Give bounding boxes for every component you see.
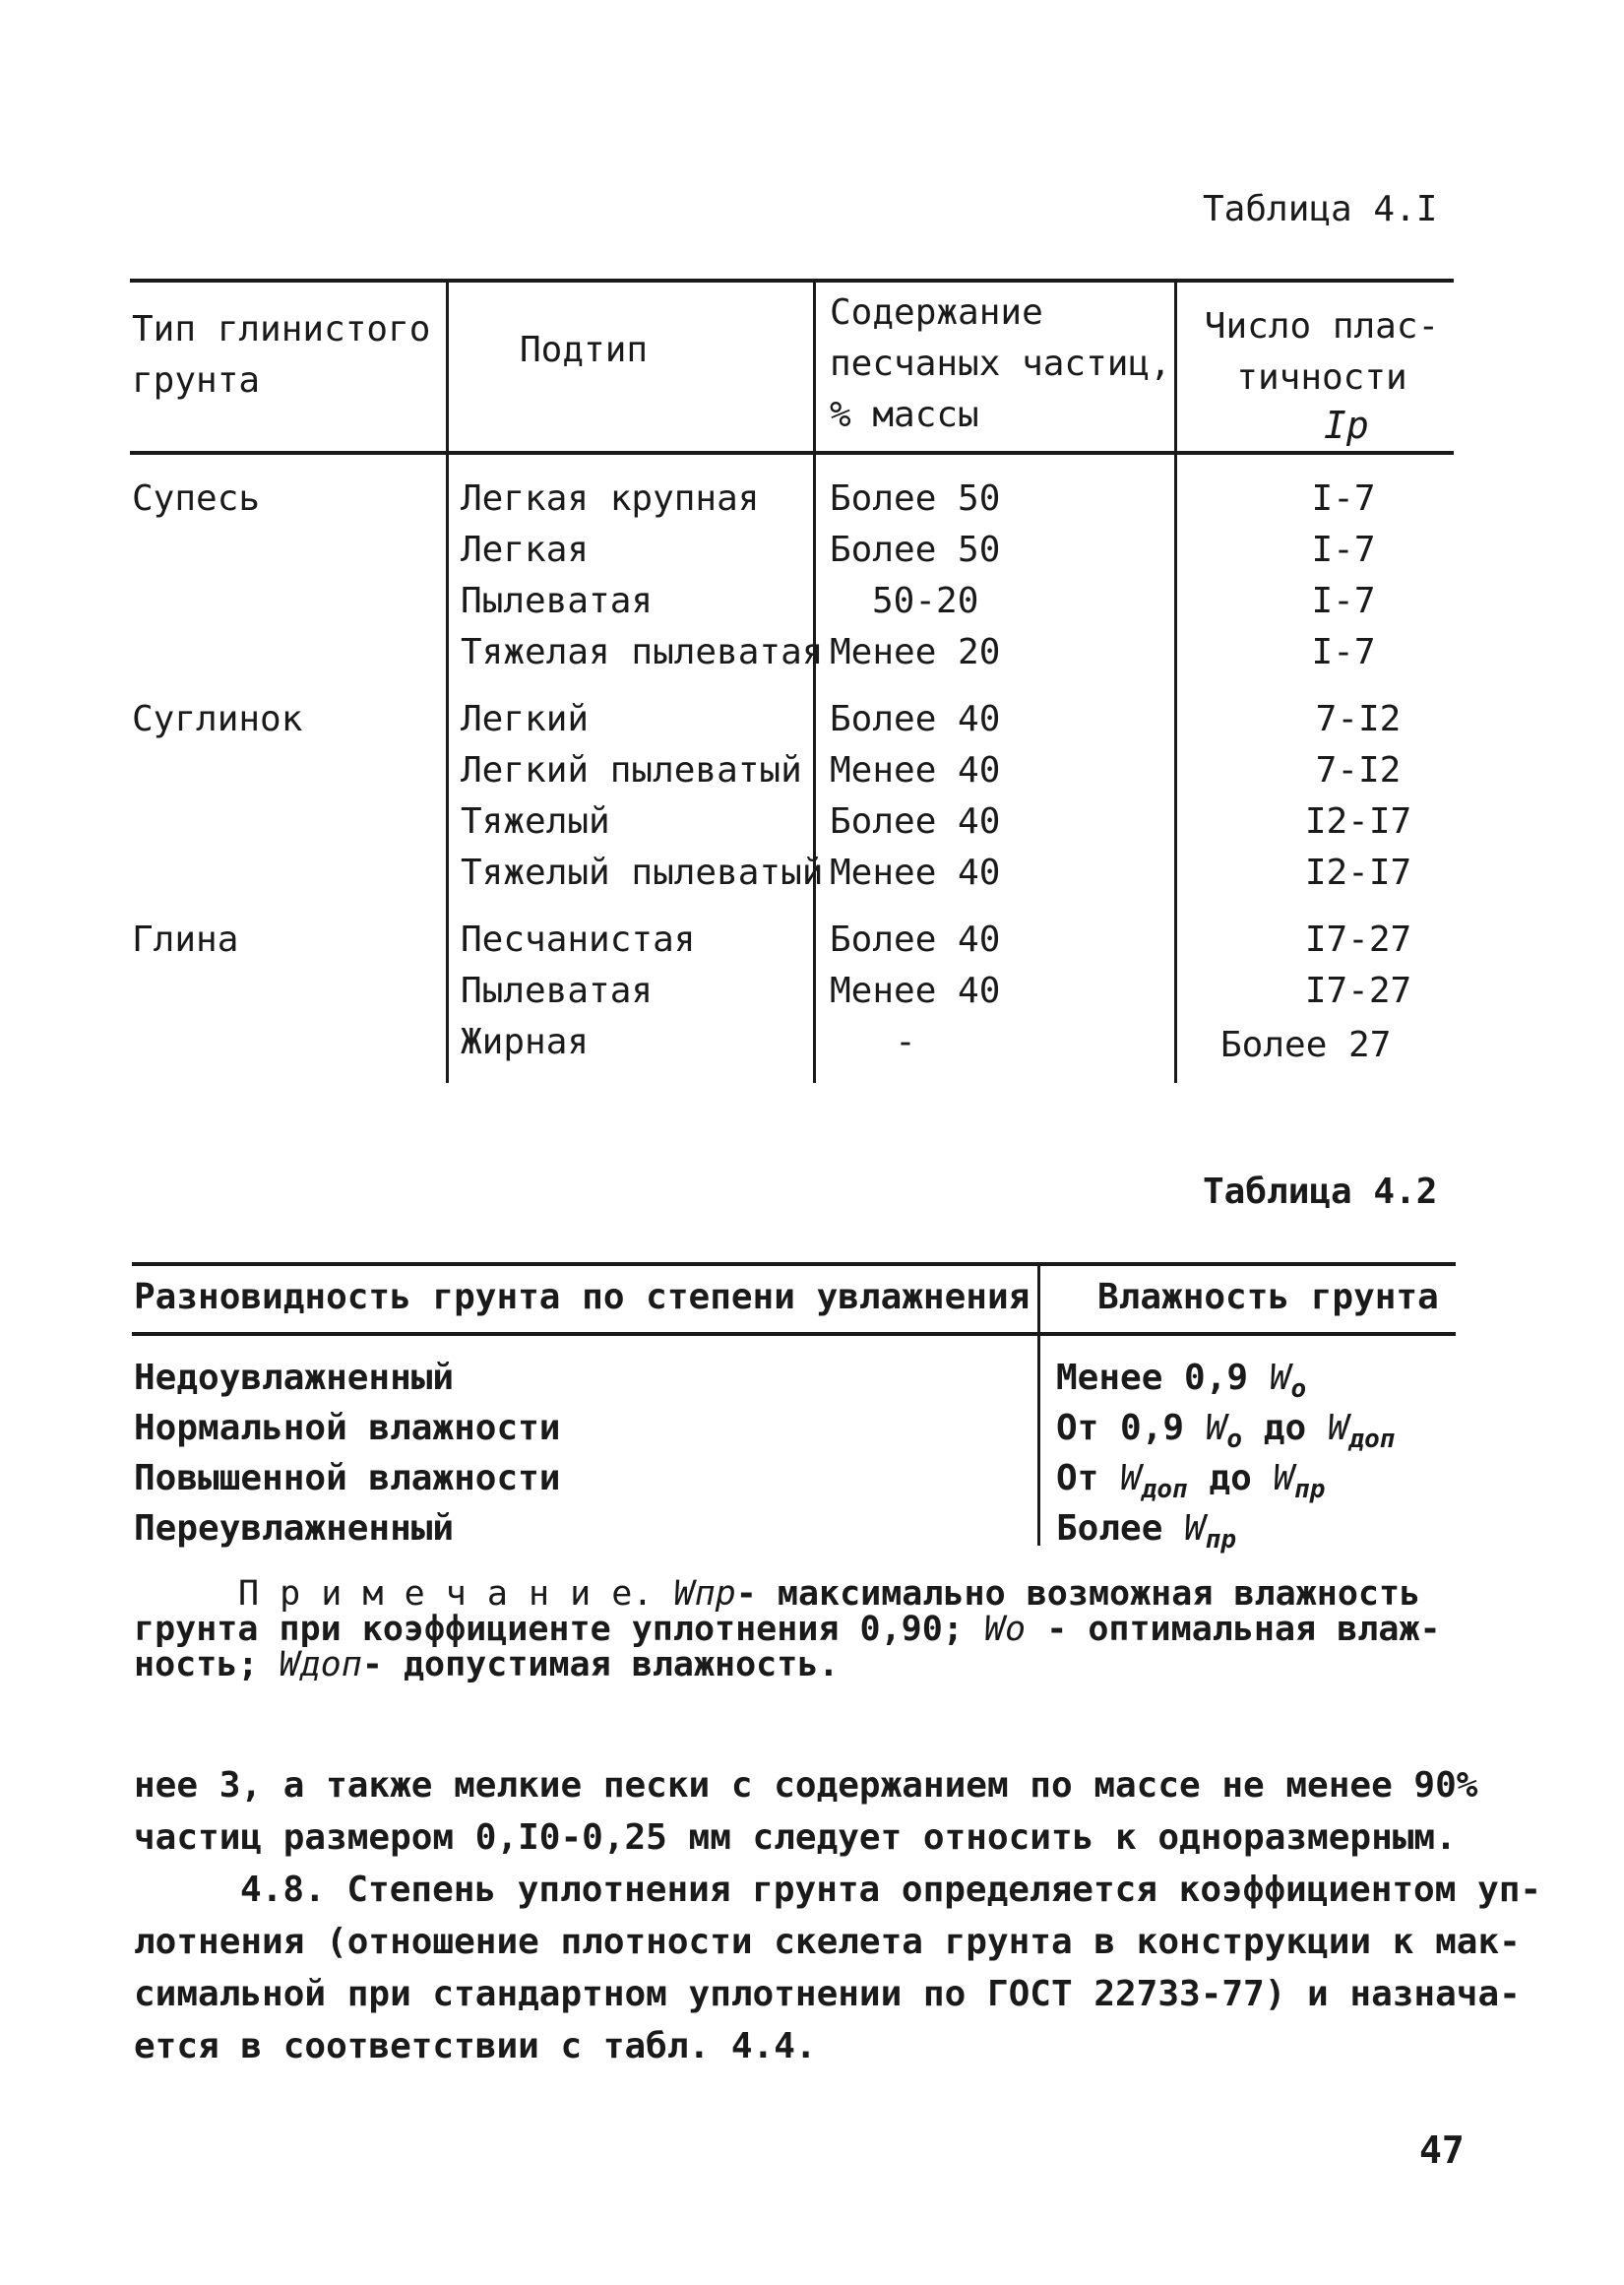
table1-col-divider-2 [813,281,816,1083]
table-row-plasticity: I-7 [1311,632,1376,672]
body-line: ется в соответствии с табл. 4.4. [134,2026,817,2066]
table1-col-divider-1 [446,281,449,1083]
table2-caption: Таблица 4.2 [1203,1172,1438,1212]
table-row-kind: Повышенной влажности [134,1458,561,1498]
soil-type-supes: Супесь [132,478,261,519]
table2-header-rule [132,1332,1456,1336]
body-line: лотнения (отношение плотности скелета грунта в конструкции к мак- [134,1922,1521,1962]
table-row-plasticity: I-7 [1311,530,1376,570]
table-row-moisture: От 0,9 $W_о$ до $W_{доп}$ [1056,1408,1396,1454]
table-row-plasticity: I7-27 [1304,971,1412,1011]
table-row-sand: - [895,1022,916,1062]
table-row-kind: Переувлажненный [134,1508,455,1549]
table2-header-moisture: Влажность грунта [1097,1277,1439,1317]
table-row-moisture: Более $W_{пр}$ [1056,1508,1237,1555]
table-row-subtype: Пылеватая [461,971,654,1011]
table-row-plasticity: Более 27 [1220,1025,1392,1065]
table-row-moisture: Менее 0,9 $W_о$ [1056,1358,1307,1404]
table1-header-rule [130,451,1454,455]
body-line: нее 3, а также мелкие пески с содержанием по массе не менее 90% [134,1765,1478,1806]
table1-header-sand-content: Содержание песчаных частиц, % массы [830,292,1171,435]
table2-top-rule [132,1262,1456,1266]
table2-header-kind: Разновидность грунта по степени увлажнения [134,1277,1031,1317]
table-row-plasticity: I7-27 [1304,920,1412,960]
table-row-sand: Более 40 [830,920,1001,960]
table-row-subtype: Тяжелый [461,801,610,842]
table-row-subtype: Легкая крупная [461,478,760,519]
table-row-sand: Менее 40 [830,750,1001,791]
table-row-sand: Более 40 [830,801,1001,842]
table-row-sand: Более 40 [830,699,1001,739]
table-row-plasticity: I-7 [1311,581,1376,621]
table-row-sand: Менее 20 [830,632,1001,672]
table1-caption: Таблица 4.I [1203,189,1438,229]
table-row-plasticity: I2-I7 [1304,853,1412,893]
table1-header-plasticity: Число плас- тичности [1204,306,1440,398]
table-row-plasticity: I2-I7 [1304,801,1412,842]
table-row-kind: Недоувлажненный [134,1358,455,1398]
soil-type-glina: Глина [132,920,239,960]
plasticity-symbol: Ір [1324,404,1369,447]
table1-header-subtype: Подтип [520,330,649,370]
table-row-sand: Менее 40 [830,853,1001,893]
soil-type-suglinok: Суглинок [132,699,303,739]
table-row-subtype: Пылеватая [461,581,654,621]
table-row-sand: Менее 40 [830,971,1001,1011]
table-row-subtype: Жирная [461,1022,590,1062]
body-line: частиц размером 0,I0-0,25 мм следует относить к одноразмерным. [134,1817,1457,1858]
table-row-subtype: Тяжелая пылеватая [461,632,824,672]
note-line-2: грунта при коэффициенте уплотнения 0,90; Wо - оптимальная влаж- [134,1610,1441,1649]
table-row-moisture: От $W_{доп}$ до $W_{пр}$ [1056,1458,1326,1504]
table-row-sand: Более 50 [830,478,1001,519]
note-line-3: ность; Wдоп- допустимая влажность. [134,1645,840,1684]
body-line: симальной при стандартном уплотнении по ГОСТ 22733-77) и назнача- [134,1974,1521,2014]
table1-col-divider-3 [1174,281,1177,1083]
table-row-subtype: Легкая [461,530,590,570]
note-line-1: П р и м е ч а н и е. Wпр- максимально возможная влажность [238,1574,1421,1614]
table-row-plasticity: I-7 [1311,478,1376,519]
table-row-subtype: Тяжелый пылеватый [461,853,824,893]
note-label: П р и м е ч а н и е. [238,1574,654,1614]
table-row-plasticity: 7-I2 [1315,699,1402,739]
table-row-subtype: Песчанистая [461,920,696,960]
table-row-kind: Нормальной влажности [134,1408,561,1448]
table1-header-type: Тип глинистого грунта [132,309,431,401]
table1-top-rule [130,279,1454,283]
table-row-sand: Более 50 [830,530,1001,570]
table-row-subtype: Легкий [461,699,590,739]
body-line: 4.8. Степень уплотнения грунта определяется коэффициентом уп- [240,1870,1542,1910]
table-row-sand: 50-20 [872,581,979,621]
table2-col-divider [1037,1264,1040,1546]
table-row-plasticity: 7-I2 [1315,750,1402,791]
page-number: 47 [1419,2128,1465,2172]
table-row-subtype: Легкий пылеватый [461,750,802,791]
